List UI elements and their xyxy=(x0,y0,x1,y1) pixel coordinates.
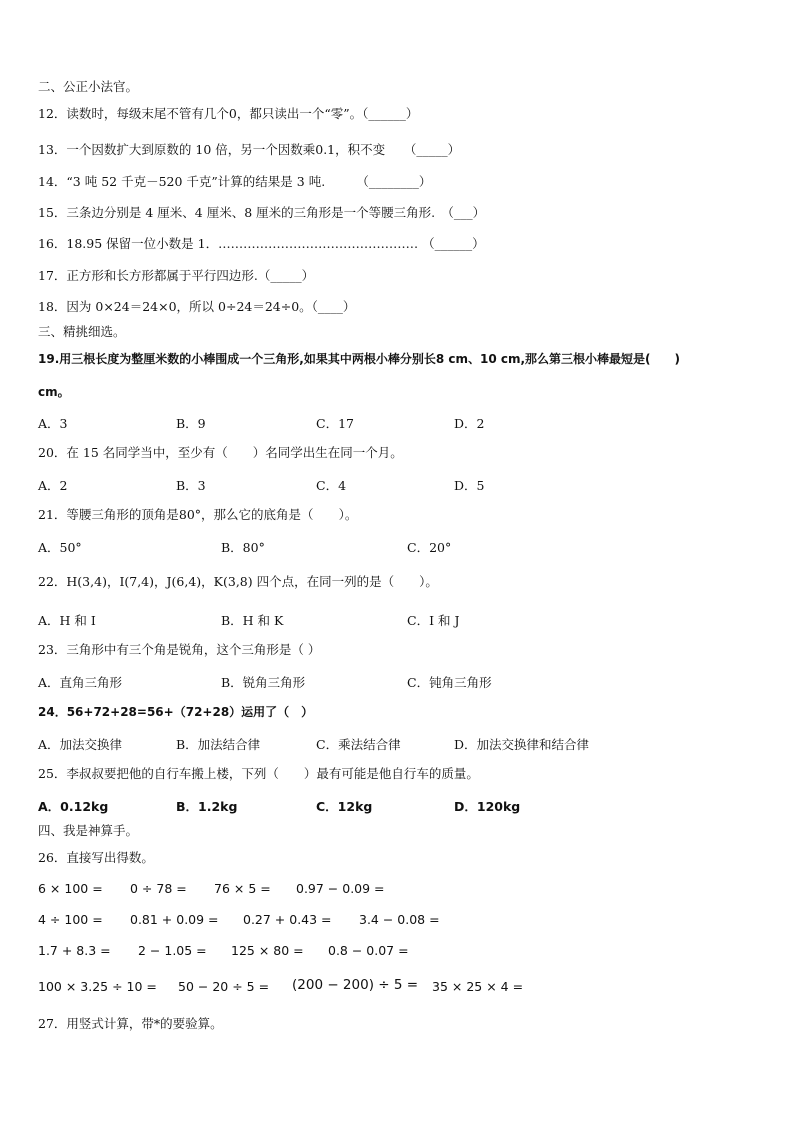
question-12: 12．读数时，每级末尾不管有几个0，都只读出一个“零”。（______） xyxy=(38,106,419,121)
options-19 xyxy=(38,414,758,430)
calc-row-3 xyxy=(38,943,758,961)
calc-item: 2 − 1.05 = xyxy=(138,943,207,958)
option-c[interactable]: C．17 xyxy=(316,416,354,431)
options-23 xyxy=(38,673,758,689)
section-choice-title: 三、精挑细选。 xyxy=(38,324,126,339)
option-a[interactable]: A．加法交换律 xyxy=(38,737,123,752)
calc-item: 0.81 + 0.09 = xyxy=(130,912,219,927)
section-calc-title: 四、我是神算手。 xyxy=(38,823,139,838)
question-27: 27．用竖式计算，带*的要验算。 xyxy=(38,1016,223,1031)
option-a[interactable]: A．直角三角形 xyxy=(38,675,123,690)
option-b[interactable]: B．3 xyxy=(176,478,206,493)
options-24 xyxy=(38,735,758,751)
option-b[interactable]: B．1.2kg xyxy=(176,799,238,814)
calc-item: 50 − 20 ÷ 5 = xyxy=(178,979,270,994)
question-19-line1: 19.用三根长度为整厘米数的小棒围成一个三角形,如果其中两根小棒分别长8 cm、10 cm,那么第三根小棒最短是( ) xyxy=(38,352,680,366)
calc-item: 0 ÷ 78 = xyxy=(130,881,187,896)
calc-item: 0.8 − 0.07 = xyxy=(328,943,409,958)
option-d[interactable]: D．5 xyxy=(454,478,485,493)
option-a[interactable]: A．2 xyxy=(38,478,68,493)
option-c[interactable]: C．20° xyxy=(407,540,452,555)
option-a[interactable]: A．50° xyxy=(38,540,82,555)
question-13: 13．一个因数扩大到原数的 10 倍，另一个因数乘0.1，积不变 （_____） xyxy=(38,142,461,157)
question-18: 18．因为 0×24＝24×0，所以 0÷24＝24÷0。（____） xyxy=(38,299,356,314)
option-b[interactable]: B．锐角三角形 xyxy=(221,675,306,690)
calc-row-2 xyxy=(38,912,758,930)
question-14: 14．“3 吨 52 千克－520 千克”计算的结果是 3 吨. （________） xyxy=(38,174,432,189)
calc-item: 3.4 − 0.08 = xyxy=(359,912,440,927)
question-19-line2: cm。 xyxy=(38,385,70,399)
options-21 xyxy=(38,538,758,554)
calc-item: (200 − 200) ÷ 5 = xyxy=(292,977,419,993)
calc-item: 76 × 5 = xyxy=(214,881,271,896)
question-20: 20．在 15 名同学当中，至少有（ ）名同学出生在同一个月。 xyxy=(38,445,403,460)
question-22: 22．H(3,4)，I(7,4)，J(6,4)，K(3,8) 四个点，在同一列的是（ ）。 xyxy=(38,574,438,589)
calc-item: 125 × 80 = xyxy=(231,943,304,958)
calc-row-1 xyxy=(38,881,758,899)
calc-item: 4 ÷ 100 = xyxy=(38,912,103,927)
option-c[interactable]: C．12kg xyxy=(316,799,373,814)
option-b[interactable]: B．9 xyxy=(176,416,206,431)
calc-row-4 xyxy=(38,979,758,997)
options-25 xyxy=(38,797,758,813)
question-15: 15．三条边分别是 4 厘米、4 厘米、8 厘米的三角形是一个等腰三角形. （___） xyxy=(38,205,486,220)
option-c[interactable]: C．I 和 J xyxy=(407,613,460,628)
option-b[interactable]: B．加法结合律 xyxy=(176,737,261,752)
calc-item: 0.97 − 0.09 = xyxy=(296,881,385,896)
question-24: 24．56+72+28=56+（72+28）运用了（ ） xyxy=(38,705,314,719)
question-21: 21．等腰三角形的顶角是80°，那么它的底角是（ ）。 xyxy=(38,507,358,522)
option-d[interactable]: D．加法交换律和结合律 xyxy=(454,737,590,752)
option-d[interactable]: D．2 xyxy=(454,416,485,431)
option-b[interactable]: B．H 和 K xyxy=(221,613,284,628)
option-a[interactable]: A．0.12kg xyxy=(38,799,109,814)
question-23: 23．三角形中有三个角是锐角，这个三角形是（ ） xyxy=(38,642,321,657)
calc-item: 35 × 25 × 4 = xyxy=(432,979,524,994)
option-a[interactable]: A．3 xyxy=(38,416,68,431)
option-b[interactable]: B．80° xyxy=(221,540,265,555)
options-20 xyxy=(38,476,758,492)
calc-item: 100 × 3.25 ÷ 10 = xyxy=(38,979,157,994)
option-c[interactable]: C．4 xyxy=(316,478,347,493)
question-16: 16．18.95 保留一位小数是 1．………………………………………… （______） xyxy=(38,236,485,251)
calc-item: 6 × 100 = xyxy=(38,881,103,896)
question-17: 17．正方形和长方形都属于平行四边形.（_____） xyxy=(38,268,315,283)
option-c[interactable]: C．钝角三角形 xyxy=(407,675,492,690)
calc-item: 0.27 + 0.43 = xyxy=(243,912,332,927)
section-judge-title: 二、公正小法官。 xyxy=(38,79,139,94)
option-d[interactable]: D．120kg xyxy=(454,799,521,814)
calc-item: 1.7 + 8.3 = xyxy=(38,943,111,958)
option-c[interactable]: C．乘法结合律 xyxy=(316,737,401,752)
option-a[interactable]: A．H 和 I xyxy=(38,613,96,628)
question-26: 26．直接写出得数。 xyxy=(38,850,154,865)
question-25: 25．李叔叔要把他的自行车搬上楼，下列（ ）最有可能是他自行车的质量。 xyxy=(38,766,479,781)
options-22 xyxy=(38,611,758,627)
